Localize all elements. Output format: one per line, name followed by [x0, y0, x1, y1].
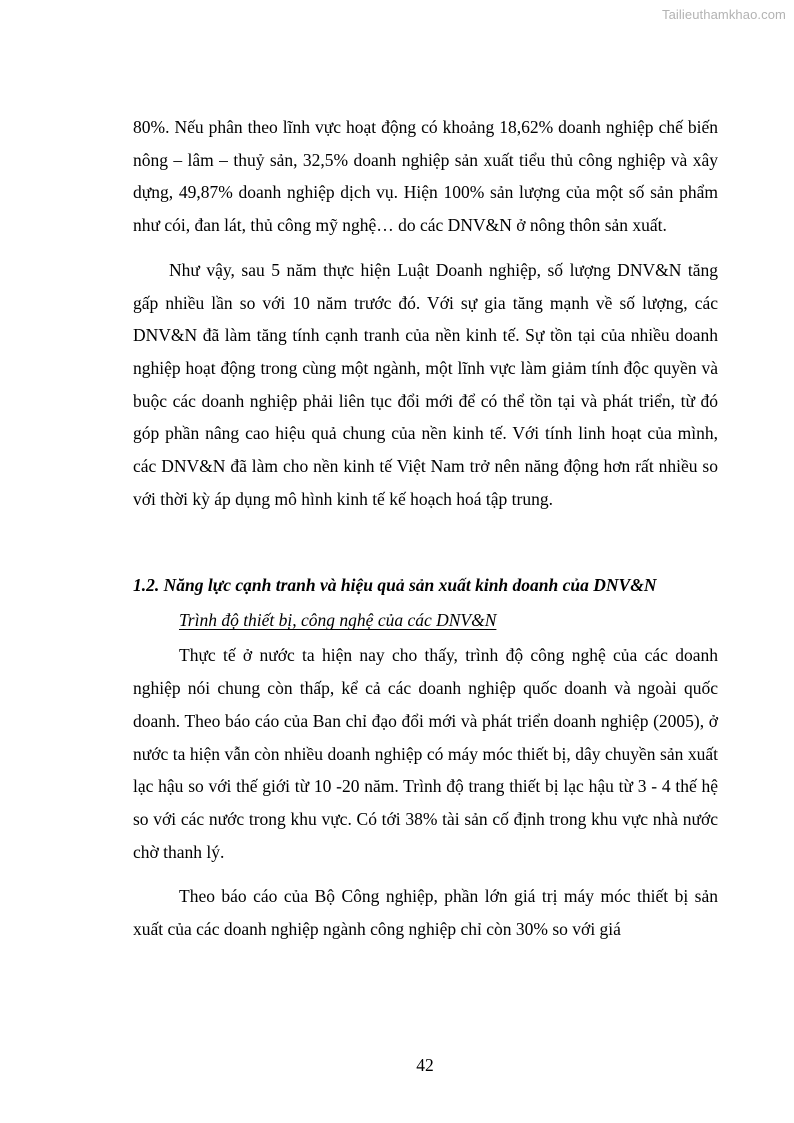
- document-body: [133, 111, 718, 946]
- paragraph-ministry-report: Theo báo cáo của Bộ Công nghiệp, phần lớn giá trị máy móc thiết bị sản xuất của các doanh nghiệp ngành công nghiệp chỉ còn 30% so với giá: [133, 886, 718, 940]
- page-number: 42: [416, 1055, 434, 1075]
- section-heading: 1.2. Năng lực cạnh tranh và hiệu quả sản xuất kinh doanh của DNV&N: [133, 575, 657, 596]
- paragraph-summary: Như vậy, sau 5 năm thực hiện Luật Doanh nghiệp, số lượng DNV&N tăng gấp nhiều lần so với 10 năm trước đó. Với sự gia tăng mạnh về số lượng, các DNV&N đã làm tăng tính cạnh tranh của nền kinh tế. Sự tồn tại của nhiều doanh nghiệp hoạt động trong cùng một ngành, một lĩnh vực làm giảm tính độc quyền và buộc các doanh nghiệp phải liên tục đổi mới để có thể tồn tại và phát triển, từ đó góp phần nâng cao hiệu quả chung của nền kinh tế. Với tính linh hoạt của mình, các DNV&N đã làm cho nền kinh tế Việt Nam trở nên năng động hơn rất nhiều so với thời kỳ áp dụng mô hình kinh tế kế hoạch hoá tập trung.: [133, 259, 718, 509]
- watermark-text: Tailieuthamkhao.com: [661, 7, 786, 22]
- subsection-heading: Trình độ thiết bị, công nghệ của các DNV&N: [179, 610, 497, 631]
- paragraph-technology-level: Thực tế ở nước ta hiện nay cho thấy, trình độ công nghệ của các doanh nghiệp nói chung còn thấp, kể cả các doanh nghiệp quốc doanh và ngoài quốc doanh. Theo báo cáo của Ban chỉ đạo đổi mới và phát triển doanh nghiệp (2005), ở nước ta hiện vẫn còn nhiều doanh nghiệp có máy móc thiết bị, dây chuyền sản xuất lạc hậu so với thế giới từ 10 -20 năm. Trình độ trang thiết bị lạc hậu từ 3 - 4 thế hệ so với các nước trong khu vực. Có tới 38% tài sản cố định trong khu vực nhà nước chờ thanh lý.: [133, 645, 718, 862]
- paragraph-continuation: 80%. Nếu phân theo lĩnh vực hoạt động có khoảng 18,62% doanh nghiệp chế biến nông – lâm – thuỷ sản, 32,5% doanh nghiệp sản xuất tiểu thủ công nghiệp và xây dựng, 49,87% doanh nghiệp dịch vụ. Hiện 100% sản lượng của một số sản phẩm như cói, đan lát, thủ công mỹ nghệ… do các DNV&N ở nông thôn sản xuất.: [133, 117, 718, 236]
